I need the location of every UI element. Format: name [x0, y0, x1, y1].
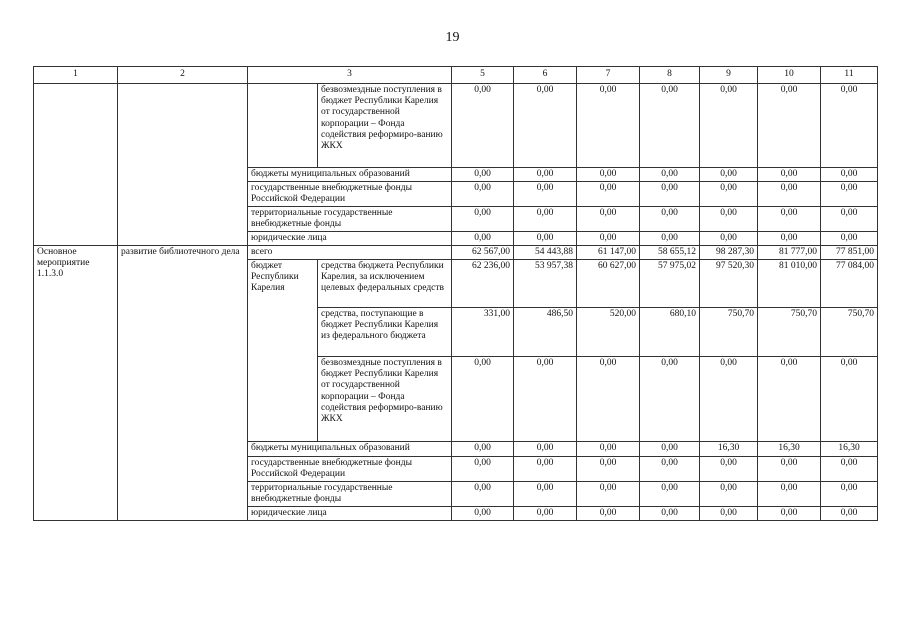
header-cell: 8: [640, 67, 700, 84]
value-cell: 0,00: [758, 507, 821, 521]
value-cell: 0,00: [514, 232, 577, 246]
value-cell: 16,30: [700, 442, 758, 457]
row-label: юридические лица: [248, 507, 452, 521]
value-cell: 0,00: [640, 457, 700, 482]
value-cell: 54 443,88: [514, 246, 577, 260]
value-cell: 0,00: [640, 357, 700, 442]
value-cell: 750,70: [700, 308, 758, 357]
header-row: [34, 67, 878, 84]
empty-cell: [34, 84, 118, 246]
value-cell: 0,00: [700, 182, 758, 207]
value-cell: 0,00: [640, 232, 700, 246]
value-cell: 16,30: [758, 442, 821, 457]
value-cell: 0,00: [452, 168, 514, 182]
row-label: безвозмездные поступления в бюджет Республики Карелия от государственной корпорации – Фонда содействия реформиро-ванию ЖКХ: [318, 84, 452, 168]
value-cell: 60 627,00: [577, 260, 640, 308]
row-label: государственные внебюджетные фонды Российской Федерации: [248, 182, 452, 207]
value-cell: 0,00: [452, 482, 514, 507]
value-cell: 0,00: [700, 457, 758, 482]
value-cell: 0,00: [577, 232, 640, 246]
value-cell: 0,00: [514, 457, 577, 482]
value-cell: 0,00: [452, 457, 514, 482]
value-cell: 0,00: [700, 232, 758, 246]
header-cell: 5: [452, 67, 514, 84]
value-cell: 0,00: [514, 442, 577, 457]
value-cell: 0,00: [700, 357, 758, 442]
budget-group-label: бюджет Республики Карелия: [248, 260, 318, 442]
value-cell: 0,00: [577, 507, 640, 521]
value-cell: 58 655,12: [640, 246, 700, 260]
value-cell: 0,00: [640, 507, 700, 521]
value-cell: 0,00: [640, 182, 700, 207]
row-label: средства, поступающие в бюджет Республики Карелия из федерального бюджета: [318, 308, 452, 357]
value-cell: 0,00: [577, 168, 640, 182]
value-cell: 0,00: [514, 182, 577, 207]
value-cell: 0,00: [577, 457, 640, 482]
row-label: территориальные государственные внебюджетные фонды: [248, 482, 452, 507]
value-cell: 0,00: [758, 457, 821, 482]
value-cell: 0,00: [452, 84, 514, 168]
value-cell: 0,00: [514, 482, 577, 507]
value-cell: 0,00: [821, 207, 878, 232]
header-cell: 7: [577, 67, 640, 84]
value-cell: 0,00: [700, 507, 758, 521]
value-cell: 81 010,00: [758, 260, 821, 308]
header-cell: 3: [248, 67, 452, 84]
value-cell: 62 567,00: [452, 246, 514, 260]
value-cell: 0,00: [700, 168, 758, 182]
value-cell: 0,00: [452, 207, 514, 232]
value-cell: 680,10: [640, 308, 700, 357]
value-cell: 0,00: [514, 357, 577, 442]
value-cell: 0,00: [821, 84, 878, 168]
table-row: [34, 84, 878, 168]
value-cell: 0,00: [700, 207, 758, 232]
page-number: 19: [445, 30, 460, 45]
value-cell: 53 957,38: [514, 260, 577, 308]
value-cell: 0,00: [700, 482, 758, 507]
value-cell: 0,00: [640, 168, 700, 182]
budget-table: [33, 66, 878, 521]
value-cell: 0,00: [640, 482, 700, 507]
value-cell: 486,50: [514, 308, 577, 357]
value-cell: 0,00: [821, 182, 878, 207]
value-cell: 0,00: [700, 84, 758, 168]
value-cell: 520,00: [577, 308, 640, 357]
measure-description: развитие библиотечного дела: [118, 246, 248, 521]
header-cell: 11: [821, 67, 878, 84]
value-cell: 16,30: [821, 442, 878, 457]
value-cell: 0,00: [758, 84, 821, 168]
row-label: государственные внебюджетные фонды Российской Федерации: [248, 457, 452, 482]
value-cell: 0,00: [758, 207, 821, 232]
value-cell: 0,00: [758, 357, 821, 442]
value-cell: 61 147,00: [577, 246, 640, 260]
value-cell: 57 975,02: [640, 260, 700, 308]
header-cell: 1: [34, 67, 118, 84]
value-cell: 0,00: [514, 84, 577, 168]
value-cell: 0,00: [577, 442, 640, 457]
value-cell: 0,00: [577, 84, 640, 168]
value-cell: 0,00: [452, 182, 514, 207]
value-cell: 750,70: [821, 308, 878, 357]
value-cell: 0,00: [821, 232, 878, 246]
value-cell: 0,00: [758, 182, 821, 207]
value-cell: 0,00: [577, 482, 640, 507]
row-label: всего: [248, 246, 452, 260]
measure-name: Основное мероприятие 1.1.3.0: [34, 246, 118, 521]
empty-cell: [248, 84, 318, 168]
value-cell: 0,00: [640, 84, 700, 168]
header-cell: 6: [514, 67, 577, 84]
header-cell: 2: [118, 67, 248, 84]
row-label: бюджеты муниципальных образований: [248, 442, 452, 457]
value-cell: 77 851,00: [821, 246, 878, 260]
table-row: [34, 246, 878, 260]
value-cell: 750,70: [758, 308, 821, 357]
value-cell: 0,00: [758, 232, 821, 246]
value-cell: 331,00: [452, 308, 514, 357]
value-cell: 0,00: [514, 507, 577, 521]
value-cell: 0,00: [577, 207, 640, 232]
value-cell: 81 777,00: [758, 246, 821, 260]
value-cell: 98 287,30: [700, 246, 758, 260]
value-cell: 0,00: [821, 168, 878, 182]
row-label: юридические лица: [248, 232, 452, 246]
value-cell: 0,00: [821, 357, 878, 442]
row-label: территориальные государственные внебюджетные фонды: [248, 207, 452, 232]
row-label: безвозмездные поступления в бюджет Республики Карелия от государственной корпорации – Фонда содействия реформиро-ванию ЖКХ: [318, 357, 452, 442]
value-cell: 97 520,30: [700, 260, 758, 308]
value-cell: 0,00: [452, 357, 514, 442]
value-cell: 0,00: [514, 168, 577, 182]
value-cell: 0,00: [577, 182, 640, 207]
row-label: бюджеты муниципальных образований: [248, 168, 452, 182]
value-cell: 77 084,00: [821, 260, 878, 308]
value-cell: 0,00: [452, 442, 514, 457]
value-cell: 0,00: [577, 357, 640, 442]
value-cell: 0,00: [821, 457, 878, 482]
header-cell: 10: [758, 67, 821, 84]
value-cell: 0,00: [758, 168, 821, 182]
row-label: средства бюджета Республики Карелия, за исключением целевых федеральных средств: [318, 260, 452, 308]
value-cell: 0,00: [821, 482, 878, 507]
value-cell: 0,00: [452, 232, 514, 246]
value-cell: 0,00: [758, 482, 821, 507]
value-cell: 0,00: [640, 207, 700, 232]
value-cell: 0,00: [640, 442, 700, 457]
empty-cell: [118, 84, 248, 246]
value-cell: 0,00: [514, 207, 577, 232]
value-cell: 0,00: [821, 507, 878, 521]
header-cell: 9: [700, 67, 758, 84]
value-cell: 62 236,00: [452, 260, 514, 308]
value-cell: 0,00: [452, 507, 514, 521]
